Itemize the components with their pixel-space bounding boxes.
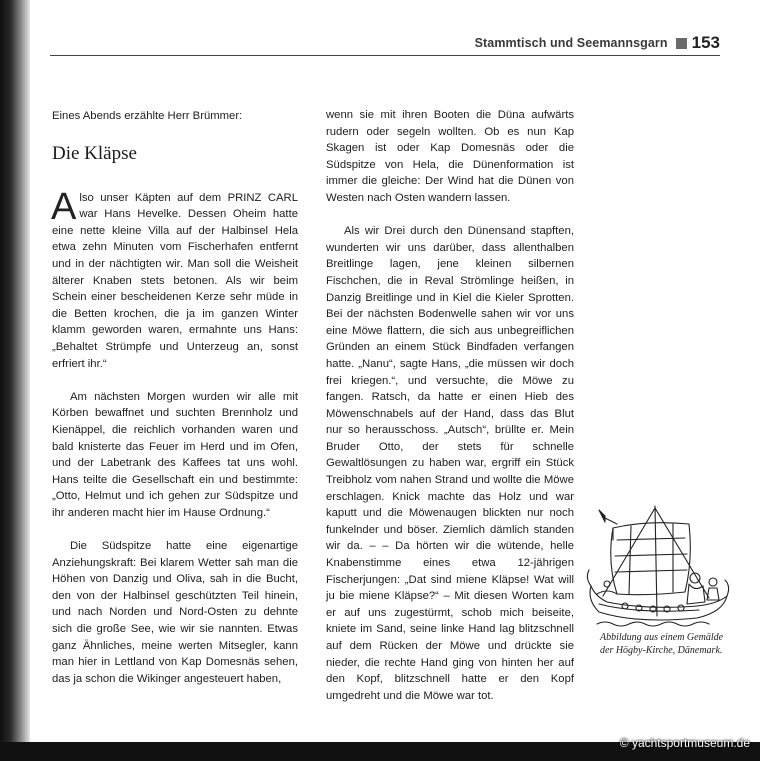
paragraph-4: wenn sie mit ihren Booten die Düna aufwärts rudern oder segeln wollten. Ob es nun Kap Skagen ist oder Kap Domesnäs oder die Südspitze von Hela, die Dünenformation ist immer die gleiche: Der Wind hat die Dünen von Westen nach Osten wandern lassen. xyxy=(326,109,574,204)
paragraph-1-text: lso unser Käpten auf dem PRINZ CARL war Hans Hevelke. Dessen Oheim hatte eine nette kleine Villa auf der Halbinsel Hela etwa zehn Minuten vom Fischerhafen entfernt und in der nächtigten wir. Man soll die Weisheit älterer Knaben stets betonen. Als wir beim Schein einer bescheidenen Kerze sehr müde in die Betten krochen, die ja im ganzen Winter klamm geworden waren, ermahnte uns Hans: „Behaltet Strümpfe und Unterzeug an, sonst erfriert ihr.“ xyxy=(52,191,298,370)
watermark: © yachtsportmuseum.de xyxy=(619,736,750,750)
figure-caption: Abbildung aus einem Gemälde der Högby-Kirche, Dänemark. xyxy=(600,632,724,657)
paragraph-2: Am nächsten Morgen wurden wir alle mit Körben bewaffnet und suchten Brennholz und Kienäppel, die reichlich vorhanden waren und bald knisterte das Feuer im Herd und im Ofen, und der Labetrank des Kaffees tat uns wohl. Hans teilte die Gesellschaft ein und bestimmte: „Otto, Helmut und ich gehen zur Südspitze und ihr anderen macht hier im Hause Ordnung.“ xyxy=(52,390,298,519)
paragraph-3: Die Südspitze hatte eine eigenartige Anziehungskraft: Bei klarem Wetter sah man die Höhen von Danzig und Oliva, sah in die Bucht, den von der Halbinsel geschützten Teil hinein, und nach Norden und Nord-Osten zu dehnte sich die große See, wie wir sie nannten. Etwas ganz Ähnliches, meine werten Mitsegler, kann man hier in Lettland von Kap Domesnäs sehen, das ja schon die Wikinger angesteuert haben, xyxy=(52,540,298,685)
story-title: Die Kläpse xyxy=(52,142,137,164)
page-number: 153 xyxy=(691,33,720,52)
square-marker-icon xyxy=(676,38,687,49)
section-title: Stammtisch und Seemannsgarn xyxy=(474,36,668,50)
paragraph-1 xyxy=(51,185,298,373)
right-column xyxy=(326,107,574,704)
header-rule xyxy=(50,55,720,56)
left-column xyxy=(52,108,298,687)
intro-line: Eines Abends erzählte Herr Brümmer: xyxy=(52,110,243,122)
viking-ship-drawing-icon xyxy=(577,500,733,630)
drop-cap: A xyxy=(51,185,77,228)
book-spine-shadow xyxy=(0,0,30,761)
paragraph-5: Als wir Drei durch den Dünensand stapften, wunderten wir uns darüber, dass allenthalben Breitlinge lagen, jene kleinen silbernen Fischchen, die in Reval Strömlinge heißen, in Danzig Breitlinge und in Kiel die Kieler Sprotten. Bei der nächsten Bodenwelle sahen wir vor uns eine Möwe flattern, die sich aus unbegreiflichen Gründen an einem Stück Bindfaden verfangen hatte. „Nanu“, sagte Hans, „die müssen wir doch frei kriegen.“, und versuchte, die Möwe zu fangen. Ratsch, da hatte er einen Hieb des Möwenschnabels auf der Hand, dass das Blut nur so herausschoss. „Autsch“, brüllte er. Mein Bruder Otto, der stets für schnelle Gewaltlösungen zu haben war, ergriff ein Stück Treibholz vom nahen Strand und wollte die Möwe erschlagen. Knick machte das Holz und war kaputt und die Möwenaugen blickten nur noch funkelnder und böser. Ziemlich dämlich standen wir da. – – Da hörten wir die wütende, helle Knabenstimme eines etwa 12-jährigen Fischerjungen: „Dat sind miene Kläpse! Wat will ju bie miene Kläpse?“ – Mit diesen Worten kam er auf uns zugestürmt, schob mich beiseite, kniete im Sand, seine linke Hand lag blitzschnell auf dem Rücken der Möwe und drückte sie nieder, die rechte Hand ging von hinten her auf den Kopf, blitzschnell hatte er den Kopf umgedreht und die Möwe war tot. xyxy=(326,225,574,702)
running-header xyxy=(50,33,720,53)
